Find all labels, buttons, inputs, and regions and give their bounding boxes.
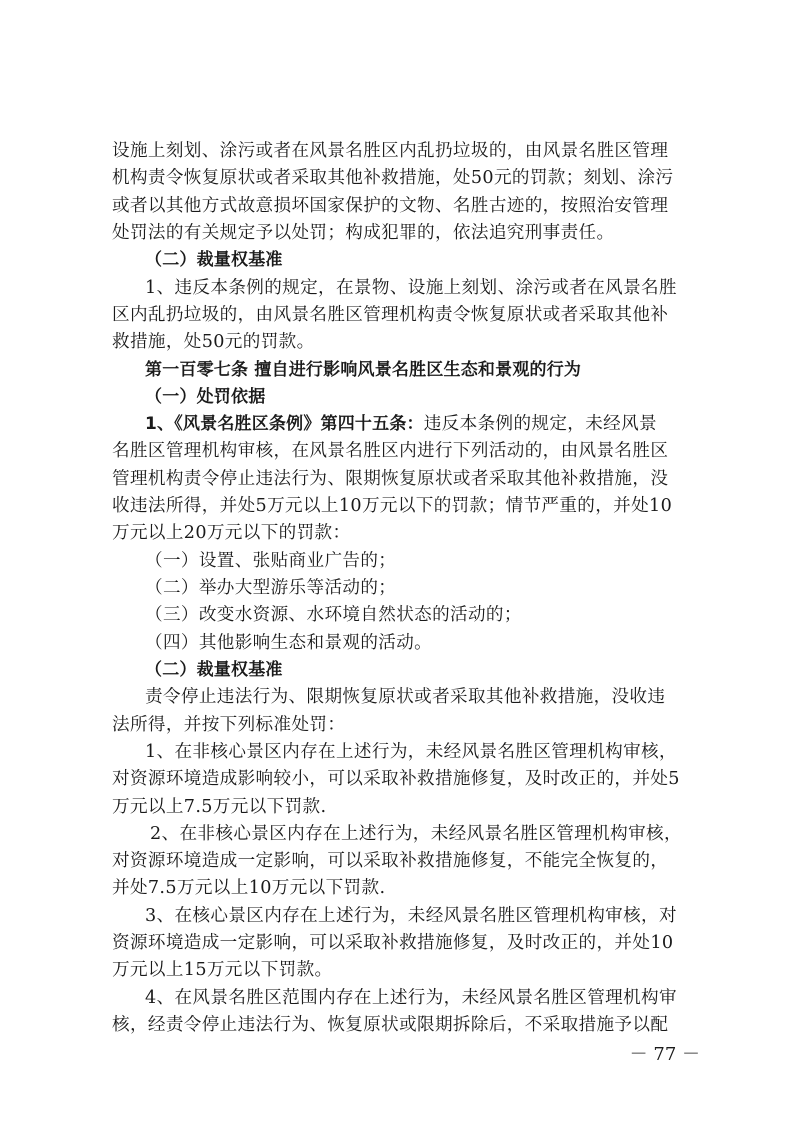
list-item: （四）其他影响生态和景观的活动。 xyxy=(145,632,433,653)
body-text: 违反本条例的规定，未经风景 xyxy=(423,414,658,435)
page-number: － 77 － xyxy=(629,1044,700,1065)
body-line: 设施上刻划、涂污或者在风景名胜区内乱扔垃圾的，由风景名胜区管理 xyxy=(112,141,669,161)
body-line: 或者以其他方式故意损坏国家保护的文物、名胜古迹的，按照治安管理 xyxy=(112,195,669,216)
list-item: （三）改变水资源、水环境自然状态的活动的； xyxy=(145,605,522,626)
body-line: 4、在风景名胜区范围内存在上述行为，未经风景名胜区管理机构审 xyxy=(145,987,677,1008)
body-line: 2、在非核心景区内存在上述行为，未经风景名胜区管理机构审核， xyxy=(150,823,682,844)
body-line: 名胜区管理机构审核，在风景名胜区内进行下列活动的，由风景名胜区 xyxy=(112,441,669,462)
subsection-heading: （二）裁量权基准 xyxy=(145,659,283,680)
body-line: 区内乱扔垃圾的，由风景名胜区管理机构责令恢复原状或者采取其他补 xyxy=(112,304,669,325)
body-line: 并处7.5万元以上10万元以下罚款. xyxy=(112,878,386,899)
body-line: 机构责令恢复原状或者采取其他补救措施，处50元的罚款；刻划、涂污 xyxy=(112,168,674,189)
body-line: 1、在非核心景区内存在上述行为，未经风景名胜区管理机构审核， xyxy=(145,741,677,762)
body-line: 处罚法的有关规定予以处罚；构成犯罪的，依法追究刑事责任。 xyxy=(112,222,615,243)
body-line: 救措施，处50元的罚款。 xyxy=(112,332,315,353)
body-line: 对资源环境造成一定影响，可以采取补救措施修复，不能完全恢复的， xyxy=(112,851,669,872)
body-line: 万元以上20万元以下的罚款： xyxy=(112,523,351,544)
article-heading: 第一百零七条 擅自进行影响风景名胜区生态和景观的行为 xyxy=(145,359,582,380)
body-line: 资源环境造成一定影响，可以采取补救措施修复，及时改正的，并处10 xyxy=(112,933,674,954)
body-line: 收违法所得，并处5万元以上10万元以下的罚款；情节严重的，并处10 xyxy=(112,496,673,517)
subsection-heading: （一）处罚依据 xyxy=(145,386,266,407)
body-line: 对资源环境造成影响较小，可以采取补救措施修复，及时改正的，并处5 xyxy=(112,769,680,790)
body-line: 1、违反本条例的规定，在景物、设施上刻划、涂污或者在风景名胜 xyxy=(145,277,677,298)
body-line: 万元以上7.5万元以下罚款. xyxy=(112,796,327,817)
body-line: 管理机构责令停止违法行为、限期恢复原状或者采取其他补救措施，没 xyxy=(112,468,669,489)
body-line: 法所得，并按下列标准处罚： xyxy=(112,714,346,735)
body-line: 3、在核心景区内存在上述行为，未经风景名胜区管理机构审核，对 xyxy=(145,905,677,926)
law-citation: 1、《风景名胜区条例》第四十五条： xyxy=(145,414,424,435)
body-line xyxy=(145,411,684,438)
list-item: （二）举办大型游乐等活动的； xyxy=(145,578,397,598)
body-line: 万元以上15万元以下罚款。 xyxy=(112,960,333,981)
subsection-heading: （二）裁量权基准 xyxy=(145,250,283,271)
body-line: 核，经责令停止违法行为、恢复原状或限期拆除后，不采取措施予以配 xyxy=(112,1015,669,1035)
body-line: 责令停止违法行为、限期恢复原状或者采取其他补救措施，没收违 xyxy=(145,687,666,708)
list-item: （一）设置、张贴商业广告的； xyxy=(145,550,397,571)
